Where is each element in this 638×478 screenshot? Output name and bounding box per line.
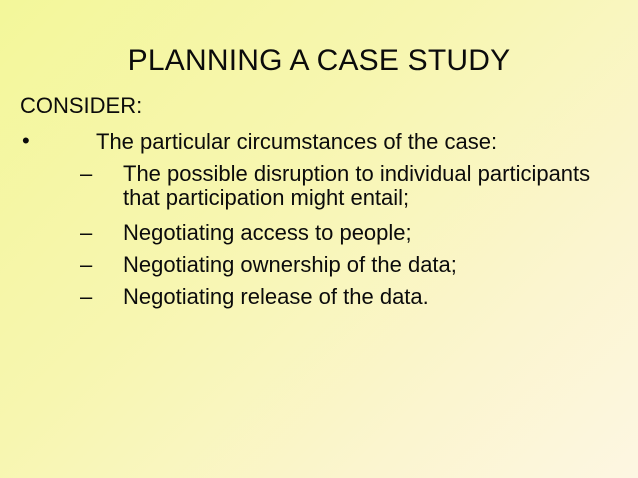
sub-item-text: Negotiating access to people; bbox=[123, 220, 412, 245]
bullet-marker: • bbox=[22, 128, 30, 153]
dash-marker: – bbox=[80, 220, 93, 245]
sub-item-text: The possible disruption to individual participants that participation might entail; bbox=[123, 161, 591, 210]
sub-item-text: Negotiating release of the data. bbox=[123, 284, 429, 309]
consider-heading: CONSIDER: bbox=[20, 93, 143, 118]
dash-marker: – bbox=[80, 284, 93, 309]
dash-marker: – bbox=[80, 161, 93, 186]
slide-title: PLANNING A CASE STUDY bbox=[127, 44, 511, 77]
bullet-text: The particular circumstances of the case: bbox=[96, 129, 498, 154]
dash-marker: – bbox=[80, 252, 93, 277]
sub-item-text: Negotiating ownership of the data; bbox=[123, 252, 457, 277]
